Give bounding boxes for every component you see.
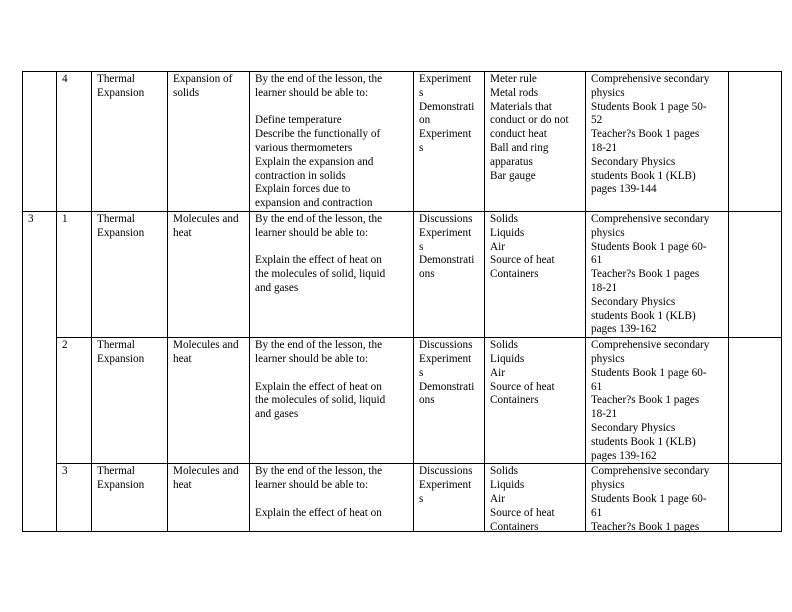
activities-cell (414, 211, 485, 337)
resources-line: Meter rule (490, 73, 537, 85)
objectives-cell (250, 464, 414, 532)
resources-line: Materials that (490, 100, 552, 113)
references-cell (586, 211, 729, 337)
week-cell (23, 72, 57, 212)
activities-line: Demonstrati (419, 254, 475, 267)
subtopic-line: Molecules and (173, 212, 239, 225)
objectives-line: learner should be able to: (255, 479, 369, 492)
resources-line: Source of heat (490, 506, 555, 519)
lesson-cell: 1 (57, 211, 92, 337)
activities-line: s (419, 141, 424, 154)
resources-cell (485, 211, 586, 337)
remarks-cell (729, 338, 782, 464)
activities-cell (414, 72, 485, 212)
resources-line: conduct or do not (490, 114, 569, 127)
references-line: students Book 1 (KLB) (591, 309, 696, 322)
topic-line: Thermal (97, 465, 135, 478)
resources-line: Containers (490, 394, 539, 407)
subtopic-line: Molecules and (173, 339, 239, 352)
resources-line: Solids (490, 465, 518, 478)
references-line: pages 139-144 (591, 183, 657, 196)
objectives-line: Explain the effect of heat on (255, 254, 382, 267)
references-cell (586, 464, 729, 532)
references-line: Students Book 1 page 60- (591, 492, 707, 505)
resources-line: Bar gauge (490, 169, 536, 182)
activities-line: Experiment (419, 128, 472, 141)
resources-line: Ball and ring (490, 141, 549, 154)
references-line: Teacher?s Book 1 pages (591, 128, 700, 141)
references-line: Secondary Physics (591, 295, 676, 308)
topic-cell (92, 464, 168, 532)
subtopic-cell (168, 211, 250, 337)
references-line: physics (591, 86, 625, 99)
resources-line: Liquids (490, 352, 525, 365)
references-line: 18-21 (591, 281, 618, 294)
objectives-line: learner should be able to: (255, 352, 369, 365)
resources-line: conduct heat (490, 128, 547, 141)
references-line: students Book 1 (KLB) (591, 435, 696, 448)
activities-line: s (419, 492, 424, 505)
objectives-line: learner should be able to: (255, 86, 369, 99)
objectives-line: the molecules of solid, liquid (255, 268, 386, 281)
table-row (23, 338, 782, 464)
objectives-cell (250, 338, 414, 464)
references-line: physics (591, 226, 625, 239)
subtopic-line: heat (173, 352, 192, 365)
references-line: Comprehensive secondary (591, 465, 710, 478)
resources-line: Source of heat (490, 254, 555, 267)
activities-line: s (419, 366, 424, 379)
resources-cell (485, 464, 586, 532)
lesson-cell: 3 (57, 464, 92, 532)
scheme-of-work-table (22, 71, 782, 532)
objectives-cell (250, 211, 414, 337)
references-cell (586, 72, 729, 212)
references-line: Teacher?s Book 1 pages (591, 520, 700, 532)
activities-line: Discussions (419, 212, 473, 225)
resources-line: Liquids (490, 479, 525, 492)
references-line: 61 (591, 254, 603, 267)
subtopic-cell (168, 338, 250, 464)
references-line: 61 (591, 506, 603, 519)
activities-line: ons (419, 268, 435, 281)
activities-line: ons (419, 394, 435, 407)
references-line: Comprehensive secondary (591, 339, 710, 352)
references-line: Teacher?s Book 1 pages (591, 394, 700, 407)
lesson-cell: 2 (57, 338, 92, 464)
references-line: 18-21 (591, 141, 618, 154)
references-line: pages 139-162 (591, 323, 657, 336)
objectives-line: Define temperature (255, 114, 342, 127)
subtopic-cell (168, 72, 250, 212)
references-line: Students Book 1 page 60- (591, 240, 707, 253)
subtopic-line: heat (173, 226, 192, 239)
objectives-line (255, 101, 409, 115)
remarks-cell (729, 72, 782, 212)
resources-line: Solids (490, 212, 518, 225)
topic-cell (92, 211, 168, 337)
topic-cell (92, 338, 168, 464)
references-line: physics (591, 352, 625, 365)
topic-line: Expansion (97, 226, 145, 239)
remarks-cell (729, 464, 782, 532)
objectives-cell (250, 72, 414, 212)
objectives-line: and gases (255, 281, 299, 294)
topic-line: Thermal (97, 212, 135, 225)
activities-line: Demonstrati (419, 380, 475, 393)
objectives-line: the molecules of solid, liquid (255, 394, 386, 407)
topic-cell (92, 72, 168, 212)
activities-cell (414, 338, 485, 464)
activities-line: Discussions (419, 339, 473, 352)
week-cell: 3 (23, 211, 57, 531)
resources-line: Air (490, 492, 505, 505)
references-line: Comprehensive secondary (591, 212, 710, 225)
references-line: Teacher?s Book 1 pages (591, 268, 700, 281)
references-line: students Book 1 (KLB) (591, 169, 696, 182)
topic-line: Thermal (97, 339, 135, 352)
references-line: Comprehensive secondary (591, 73, 710, 85)
remarks-cell (729, 211, 782, 337)
objectives-line: Explain the effect of heat on (255, 380, 382, 393)
objectives-line: By the end of the lesson, the (255, 339, 383, 352)
references-line: Secondary Physics (591, 421, 676, 434)
activities-cell (414, 464, 485, 532)
activities-line: Experiment (419, 226, 472, 239)
objectives-line: various thermometers (255, 141, 353, 154)
topic-line: Expansion (97, 352, 145, 365)
subtopic-line: Molecules and (173, 465, 239, 478)
activities-line: s (419, 240, 424, 253)
resources-cell (485, 72, 586, 212)
references-line: pages 139-162 (591, 449, 657, 462)
subtopic-line: solids (173, 86, 200, 99)
subtopic-line: Expansion of (173, 73, 233, 85)
references-line: physics (591, 479, 625, 492)
references-line: 52 (591, 114, 603, 127)
objectives-line: Describe the functionally of (255, 128, 381, 141)
resources-cell (485, 338, 586, 464)
activities-line: Experiment (419, 73, 472, 85)
objectives-line (255, 241, 409, 255)
table-row (23, 72, 782, 212)
objectives-line: Explain the expansion and (255, 155, 374, 168)
resources-line: Containers (490, 268, 539, 281)
references-line: Students Book 1 page 60- (591, 366, 707, 379)
resources-line: Source of heat (490, 380, 555, 393)
objectives-line: Explain the effect of heat on (255, 506, 382, 519)
topic-line: Thermal (97, 73, 135, 85)
activities-line: s (419, 86, 424, 99)
subtopic-cell (168, 464, 250, 532)
objectives-line: contraction in solids (255, 169, 346, 182)
references-line: 61 (591, 380, 603, 393)
references-line: Students Book 1 page 50- (591, 100, 707, 113)
objectives-line: By the end of the lesson, the (255, 465, 383, 478)
objectives-line: Explain forces due to (255, 183, 351, 196)
objectives-line: and gases (255, 408, 299, 421)
references-cell (586, 338, 729, 464)
activities-line: Experiment (419, 352, 472, 365)
objectives-line: By the end of the lesson, the (255, 212, 383, 225)
topic-line: Expansion (97, 86, 145, 99)
objectives-line (255, 493, 409, 507)
table-row (23, 464, 782, 532)
activities-line: Demonstrati (419, 100, 475, 113)
objectives-line (255, 367, 409, 381)
resources-line: Liquids (490, 226, 525, 239)
resources-line: Metal rods (490, 86, 539, 99)
lesson-cell: 4 (57, 72, 92, 212)
subtopic-line: heat (173, 479, 192, 492)
references-line: 18-21 (591, 408, 618, 421)
resources-line: apparatus (490, 155, 533, 168)
objectives-line: learner should be able to: (255, 226, 369, 239)
objectives-line: By the end of the lesson, the (255, 73, 383, 85)
activities-line: Discussions (419, 465, 473, 478)
references-line: Secondary Physics (591, 155, 676, 168)
resources-line: Solids (490, 339, 518, 352)
activities-line: Experiment (419, 479, 472, 492)
table-row (23, 211, 782, 337)
objectives-line: expansion and contraction (255, 197, 373, 210)
resources-line: Air (490, 240, 505, 253)
resources-line: Containers (490, 520, 539, 532)
topic-line: Expansion (97, 479, 145, 492)
resources-line: Air (490, 366, 505, 379)
activities-line: on (419, 114, 431, 127)
